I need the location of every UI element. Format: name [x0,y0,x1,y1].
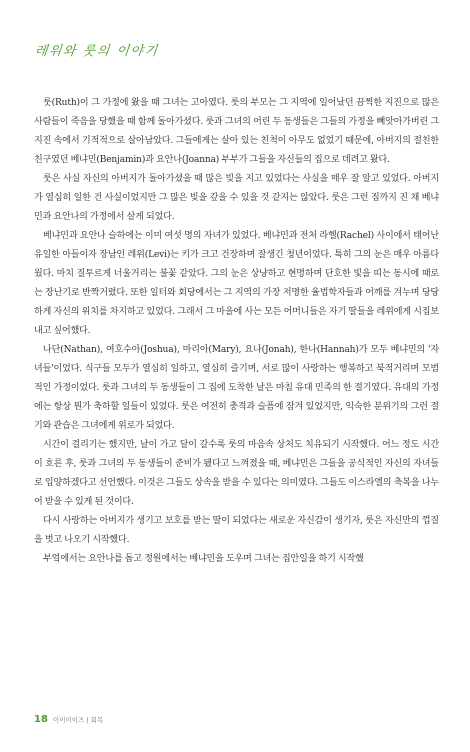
paragraph: 룻(Ruth)이 그 가정에 왔을 때 그녀는 고아였다. 룻의 부모는 그 지역에 일어났던 끔찍한 지진으로 많은 사람들이 죽음을 당했을 때 함께 돌아가셨다. 룻과 그녀의 어린 두 동생들은 그들의 가정을 빼앗아가버린 그 지진 속에서 기적적으로 살아남았다. 그들에게는 살아 있는 친척이 아무도 없었기 때문에, 아버지의 절친한 친구였던 베냐민(Benjamin)과 요안나(Joanna) 부부가 그들을 자신들의 집으로 데려고 왔다. [34,98,439,165]
magazine-name: 이이이이즈 | 회복 [52,716,104,724]
page-footer [34,714,103,725]
article-body [34,94,439,569]
running-header-title: 레위와 룻의 이야기 [34,44,160,59]
paragraph: 시간이 걸리기는 했지만, 날이 가고 달이 갈수록 룻의 마음속 상처도 치유되기 시작했다. 어느 정도 시간이 흐른 후, 룻과 그녀의 두 동생들이 준비가 됐다고 느껴졌을 때, 베냐민은 그들을 공식적인 자신의 자녀들로 입양하겠다고 선언했다. 이것은 그들도 상속을 받을 수 있다는 의미였다. 그들도 이스라엘의 축복을 나누어 받을 수 있게 된 것이다. [34,440,439,507]
paragraph: 부엌에서는 요안나를 돕고 정원에서는 베냐민을 도우며 그녀는 집안일을 하기 시작했 [43,554,364,564]
paragraph: 다시 사랑하는 아버지가 생기고 보호를 받는 딸이 되었다는 새로운 자신감이 생기자, 룻은 자신만의 껍질을 벗고 나오기 시작했다. [34,516,439,545]
paragraph: 베냐민과 요안나 슬하에는 이미 여섯 명의 자녀가 있었다. 베냐민과 전처 라헬(Rachel) 사이에서 태어난 유일한 아들이자 장남인 레위(Levi)는 키가 크고 건장하며 잘생긴 청년이었다. 특히 그의 눈은 매우 아름다웠다. 마치 질투르게 너울거리는 불꽃 같았다. 그의 눈은 상냥하고 현명하며 단호한 빛을 띠는 동시에 때로는 장난기로 반짝거렸다. 또한 일터와 회당에서는 그 지역의 가장 저명한 율법학자들과 어깨를 겨누며 당당하게 자신의 위치를 차지하고 있었다. 그래서 그 마을에 사는 모든 어머니들은 자기 딸들을 레위에게 시집보내고 싶어했다. [34,231,439,336]
paragraph: 나단(Nathan), 여호수아(Joshua), 마리아(Mary), 요나(Jonah), 한나(Hannah)가 모두 베냐민의 '자녀들'이었다. 식구들 모두가 열심히 일하고, 열심히 즐기며, 서로 많이 사랑하는 행복하고 북적거리며 모범적인 가정이었다. 룻과 그녀의 두 동생들이 그 집에 도착한 날은 마침 유대 민족의 한 절기였다. 유대의 가정에는 항상 뭔가 축하할 일들이 있었다. 룻은 여전히 충격과 슬픔에 잠겨 있었지만, 익숙한 분위기의 그런 절기와 관습은 그녀에게 위로가 되었다. [34,345,439,431]
page-number: 18 [34,714,48,725]
paragraph: 룻은 사실 자신의 아버지가 돌아가셨을 때 많은 빚을 지고 있었다는 사실을 매우 잘 알고 있었다. 아버지가 열심히 일한 건 사실이었지만 그 많은 빚을 갚을 수 있을 것 같지는 않았다. 룻은 그런 짐까지 진 채 베냐민과 요안나의 가정에서 살게 되었다. [34,174,439,222]
